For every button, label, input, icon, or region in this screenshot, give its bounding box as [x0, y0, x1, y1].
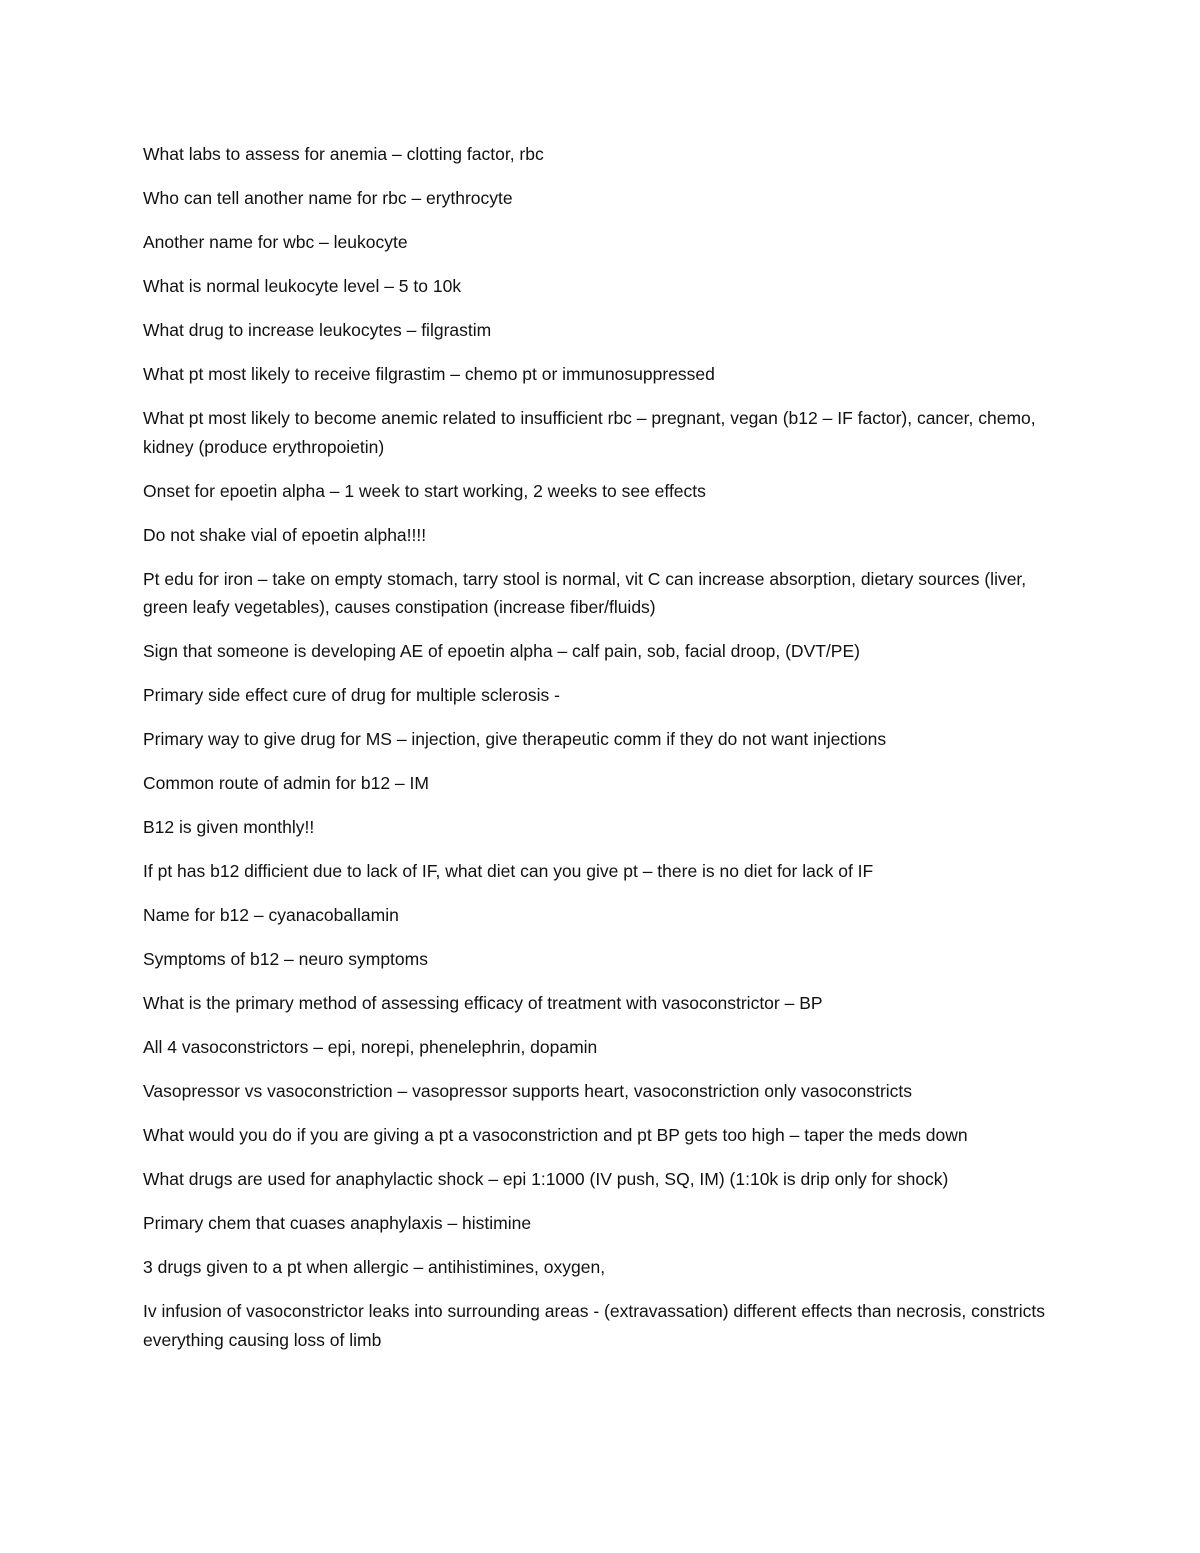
note-paragraph: Iv infusion of vasoconstrictor leaks into surrounding areas - (extravassation) different effects than necrosis, constricts everything causing loss of limb [143, 1301, 1046, 1350]
note-paragraph: Vasopressor vs vasoconstriction – vasopressor supports heart, vasoconstriction only vasoconstricts [143, 1081, 913, 1101]
note-paragraph: What pt most likely to receive filgrastim – chemo pt or immunosuppressed [143, 364, 715, 384]
note-paragraph: If pt has b12 difficient due to lack of IF, what diet can you give pt – there is no diet for lack of IF [143, 861, 874, 881]
note-paragraph: Name for b12 – cyanacoballamin [143, 905, 399, 925]
note-paragraph: What is the primary method of assessing efficacy of treatment with vasoconstrictor – BP [143, 993, 823, 1013]
note-paragraph: Another name for wbc – leukocyte [143, 232, 408, 252]
note-paragraph: Primary side effect cure of drug for multiple sclerosis - [143, 685, 560, 705]
note-paragraph: What labs to assess for anemia – clotting factor, rbc [143, 144, 544, 164]
note-paragraph: Who can tell another name for rbc – erythrocyte [143, 188, 513, 208]
note-paragraph: Common route of admin for b12 – IM [143, 773, 429, 793]
note-paragraph: Primary way to give drug for MS – injection, give therapeutic comm if they do not want injections [143, 729, 887, 749]
note-paragraph: Primary chem that cuases anaphylaxis – histimine [143, 1213, 532, 1233]
note-paragraph: Symptoms of b12 – neuro symptoms [143, 949, 428, 969]
note-paragraph: What would you do if you are giving a pt a vasoconstriction and pt BP gets too high – taper the meds down [143, 1125, 968, 1145]
note-paragraph: Pt edu for iron – take on empty stomach, tarry stool is normal, vit C can increase absorption, dietary sources (liver, green leafy vegetables), causes constipation (increase fiber/fluids) [143, 568, 1027, 617]
note-paragraph: What pt most likely to become anemic related to insufficient rbc – pregnant, vegan (b12 – IF factor), cancer, chemo, kidney (produce erythropoietin) [143, 408, 1036, 457]
note-paragraph: Sign that someone is developing AE of epoetin alpha – calf pain, sob, facial droop, (DVT/PE) [143, 641, 860, 661]
note-paragraph: All 4 vasoconstrictors – epi, norepi, phenelephrin, dopamin [143, 1037, 598, 1057]
note-paragraph: What is normal leukocyte level – 5 to 10k [143, 276, 462, 296]
note-paragraph: What drug to increase leukocytes – filgrastim [143, 320, 492, 340]
note-paragraph: B12 is given monthly!! [143, 817, 315, 837]
note-paragraph: Do not shake vial of epoetin alpha!!!! [143, 524, 427, 545]
note-paragraph: 3 drugs given to a pt when allergic – antihistimines, oxygen, [143, 1257, 606, 1277]
notes-body [143, 140, 1048, 1370]
note-paragraph: Onset for epoetin alpha – 1 week to start working, 2 weeks to see effects [143, 480, 706, 501]
note-paragraph: What drugs are used for anaphylactic shock – epi 1:1000 (IV push, SQ, IM) (1:10k is drip only for shock) [143, 1169, 949, 1189]
